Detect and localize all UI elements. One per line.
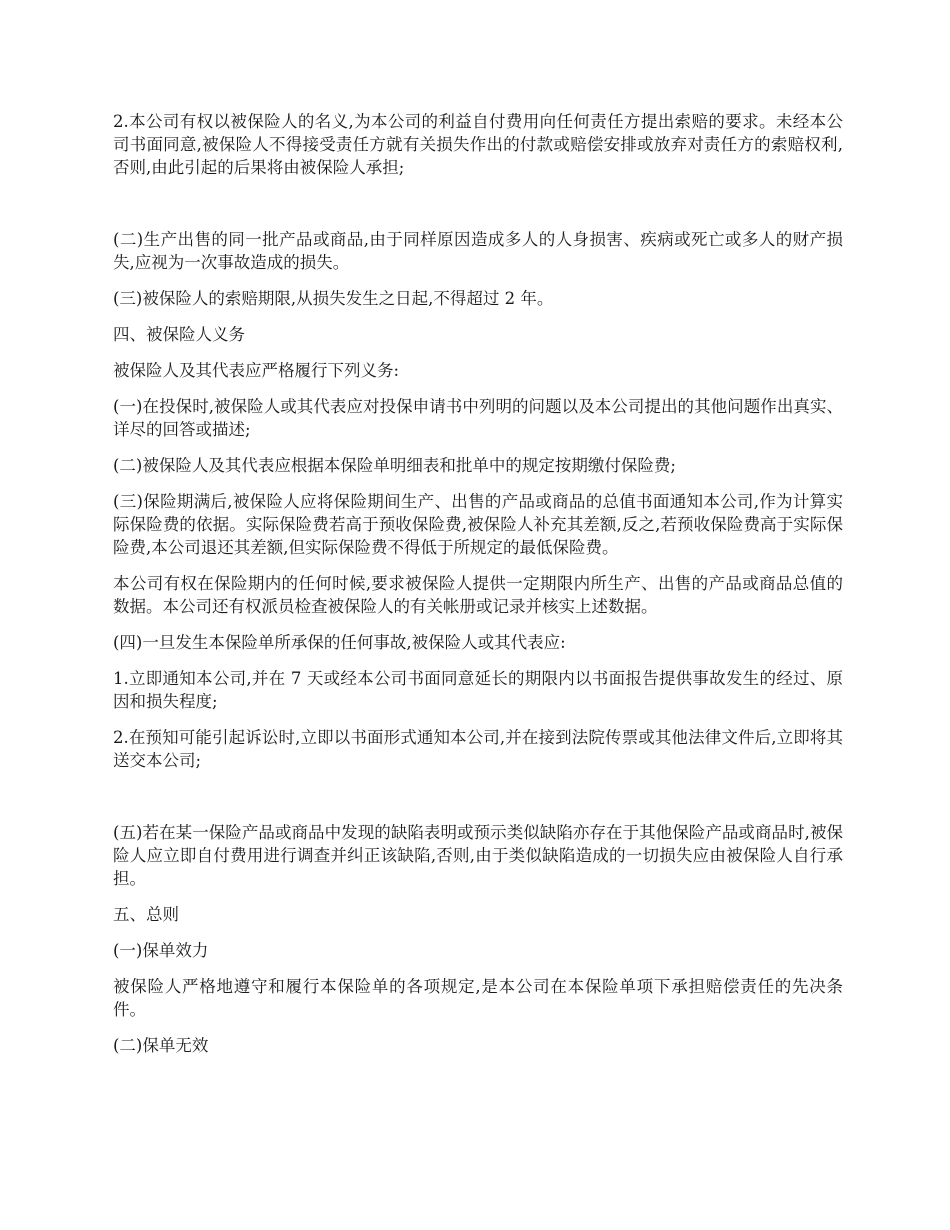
paragraph-condition-precedent: 被保险人严格地遵守和履行本保险单的各项规定,是本公司在本保险单项下承担赔偿责任的先决条件。 bbox=[113, 977, 843, 1019]
subheading-policy-validity: (一)保单效力 bbox=[113, 941, 209, 960]
paragraph-obligations-intro: 被保险人及其代表应严格履行下列义务: bbox=[113, 361, 400, 380]
paragraph-claim-period: (三)被保险人的索赔期限,从损失发生之日起,不得超过 2 年。 bbox=[113, 289, 554, 308]
paragraph-same-batch-products: (二)生产出售的同一批产品或商品,由于同样原因造成多人的人身损害、疾病或死亡或多人的财产损失,应视为一次事故造成的损失。 bbox=[113, 230, 843, 272]
subheading-policy-invalid: (二)保单无效 bbox=[113, 1036, 209, 1055]
paragraph-obligation-4: (四)一旦发生本保险单所承保的任何事故,被保险人或其代表应: bbox=[113, 633, 566, 652]
section-heading-general-provisions: 五、总则 bbox=[113, 905, 179, 924]
paragraph-notify-company: 1.立即通知本公司,并在 7 天或经本公司书面同意延长的期限内以书面报告提供事故发生的经过、原因和损失程度; bbox=[113, 669, 843, 711]
paragraph-litigation-notice: 2.在预知可能引起诉讼时,立即以书面形式通知本公司,并在接到法院传票或其他法律文件后,立即将其送交本公司; bbox=[113, 728, 843, 770]
section-heading-insured-obligations: 四、被保险人义务 bbox=[113, 325, 245, 344]
paragraph-gap bbox=[113, 785, 843, 821]
paragraph-obligation-2: (二)被保险人及其代表应根据本保险单明细表和批单中的规定按期缴付保险费; bbox=[113, 456, 676, 475]
paragraph-gap bbox=[113, 192, 843, 228]
paragraph-claim-rights: 2.本公司有权以被保险人的名义,为本公司的利益自付费用向任何责任方提出索赔的要求。未经本公司书面同意,被保险人不得接受责任方就有关损失作出的付款或赔偿安排或放弃对责任方的索赔权利,否则,由此引起的后果将由被保险人承担; bbox=[113, 112, 843, 177]
paragraph-company-rights: 本公司有权在保险期内的任何时候,要求被保险人提供一定期限内所生产、出售的产品或商品总值的数据。本公司还有权派员检查被保险人的有关帐册或记录并核实上述数据。 bbox=[113, 574, 843, 616]
paragraph-obligation-5: (五)若在某一保险产品或商品中发现的缺陷表明或预示类似缺陷亦存在于其他保险产品或商品时,被保险人应立即自付费用进行调查并纠正该缺陷,否则,由于类似缺陷造成的一切损失应由被保险人自行承担。 bbox=[113, 823, 843, 888]
paragraph-obligation-1: (一)在投保时,被保险人或其代表应对投保申请书中列明的问题以及本公司提出的其他问题作出真实、详尽的回答或描述; bbox=[113, 397, 843, 439]
document-page bbox=[113, 110, 843, 1070]
paragraph-obligation-3: (三)保险期满后,被保险人应将保险期间生产、出售的产品或商品的总值书面通知本公司,作为计算实际保险费的依据。实际保险费若高于预收保险费,被保险人补充其差额,反之,若预收保险费高于实际保险费,本公司退还其差额,但实际保险费不得低于所规定的最低保险费。 bbox=[113, 492, 843, 557]
